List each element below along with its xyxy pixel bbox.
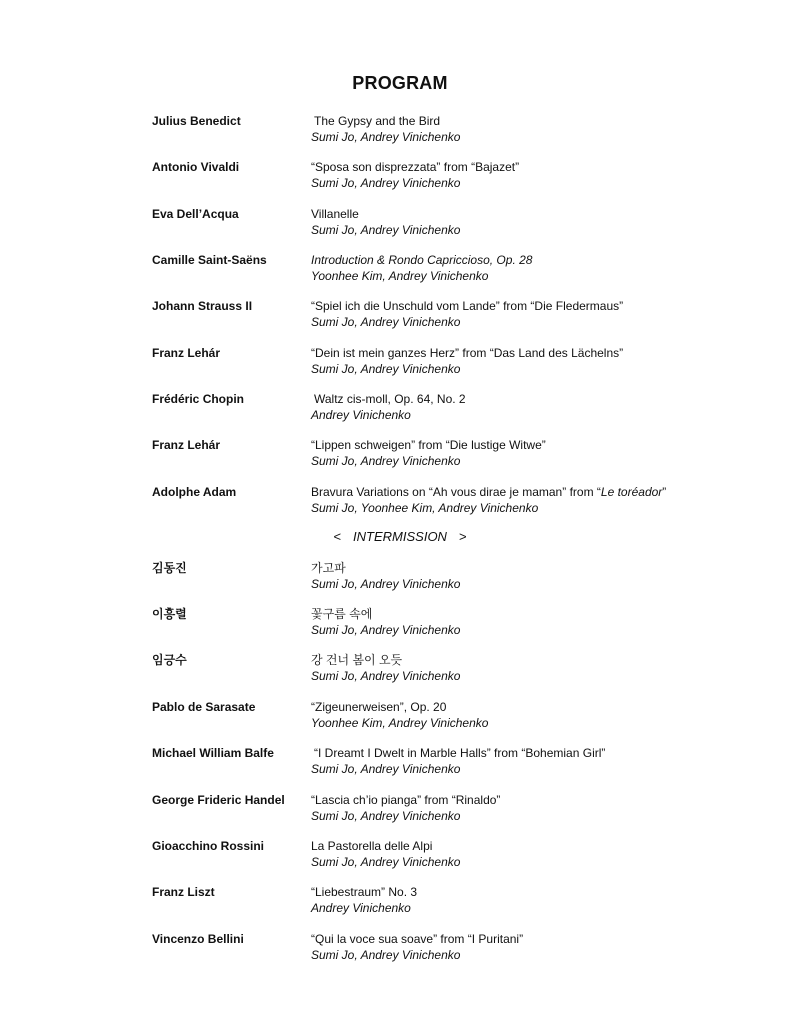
composer-name: 김동진 xyxy=(152,561,187,575)
piece-title: La Pastorella delle Alpi xyxy=(311,839,433,853)
program-entry xyxy=(0,252,800,288)
program-entry xyxy=(0,113,800,149)
program-entry xyxy=(0,345,800,381)
piece-block xyxy=(311,159,519,191)
performers: Sumi Jo, Andrey Vinichenko xyxy=(311,454,461,468)
intermission-right-bracket: > xyxy=(458,529,467,544)
performers: Sumi Jo, Yoonhee Kim, Andrey Vinichenko xyxy=(311,501,539,515)
piece-title-italic: Le toréador xyxy=(600,485,663,499)
program-entry xyxy=(0,884,800,920)
performers: Sumi Jo, Andrey Vinichenko xyxy=(311,176,461,190)
performers: Sumi Jo, Andrey Vinichenko xyxy=(311,623,461,637)
piece-title-text: Bravura Variations on “Ah vous dirae je maman” from “ xyxy=(311,485,601,499)
piece-title: Villanelle xyxy=(311,207,359,221)
piece-title: The Gypsy and the Bird xyxy=(314,114,441,128)
composer-name: Frédéric Chopin xyxy=(152,392,245,406)
piece-title: 꽃구름 속에 xyxy=(311,607,373,621)
piece-block xyxy=(311,838,460,870)
piece-block xyxy=(311,931,523,963)
program-entry xyxy=(0,931,800,967)
piece-title: Introduction & Rondo Capriccioso, Op. 28 xyxy=(311,253,533,267)
piece-block xyxy=(311,652,460,684)
piece-block xyxy=(311,745,605,777)
performers: Sumi Jo, Andrey Vinichenko xyxy=(311,315,461,329)
piece-block xyxy=(311,437,546,469)
composer-name: Franz Liszt xyxy=(152,885,215,899)
piece-title xyxy=(311,485,666,499)
piece-title: “I Dreamt I Dwelt in Marble Halls” from “Bohemian Girl” xyxy=(314,746,606,760)
intermission-left-bracket: < xyxy=(333,529,342,544)
piece-block xyxy=(311,206,460,238)
piece-block xyxy=(311,792,500,824)
performers: Andrey Vinichenko xyxy=(311,408,411,422)
performers: Sumi Jo, Andrey Vinichenko xyxy=(311,577,461,591)
program-entry xyxy=(0,391,800,427)
composer-name: Franz Lehár xyxy=(152,346,221,360)
program-entry xyxy=(0,606,800,642)
piece-title: “Sposa son disprezzata” from “Bajazet” xyxy=(311,160,520,174)
intermission-label: INTERMISSION xyxy=(353,529,447,544)
program-entry xyxy=(0,437,800,473)
composer-name: Vincenzo Bellini xyxy=(152,932,244,946)
piece-title: “Qui la voce sua soave” from “I Puritani” xyxy=(311,932,524,946)
piece-block xyxy=(311,699,488,731)
piece-title: “Spiel ich die Unschuld vom Lande” from “Die Fledermaus” xyxy=(311,299,624,313)
piece-title: “Dein ist mein ganzes Herz” from “Das Land des Lächelns” xyxy=(311,346,624,360)
program-entry xyxy=(0,652,800,688)
performers: Yoonhee Kim, Andrey Vinichenko xyxy=(311,716,489,730)
performers: Sumi Jo, Andrey Vinichenko xyxy=(311,669,461,683)
piece-block xyxy=(311,391,466,423)
page-title: PROGRAM xyxy=(352,73,448,93)
performers: Sumi Jo, Andrey Vinichenko xyxy=(311,223,461,237)
composer-name: Camille Saint-Saëns xyxy=(152,253,267,267)
composer-name: Pablo de Sarasate xyxy=(152,700,256,714)
piece-block xyxy=(311,113,460,145)
program-entry xyxy=(0,298,800,334)
piece-title: 가고파 xyxy=(311,561,346,575)
composer-name: Antonio Vivaldi xyxy=(152,160,240,174)
piece-block xyxy=(311,298,623,330)
performers: Yoonhee Kim, Andrey Vinichenko xyxy=(311,269,489,283)
performers: Sumi Jo, Andrey Vinichenko xyxy=(311,855,461,869)
composer-name: 이흥렬 xyxy=(152,607,187,621)
program-entry xyxy=(0,792,800,828)
performers: Andrey Vinichenko xyxy=(311,901,411,915)
program-entry xyxy=(0,745,800,781)
performers: Sumi Jo, Andrey Vinichenko xyxy=(311,362,461,376)
piece-title: “Zigeunerweisen”, Op. 20 xyxy=(311,700,447,714)
performers: Sumi Jo, Andrey Vinichenko xyxy=(311,130,461,144)
program-entry xyxy=(0,484,800,520)
composer-name: Gioacchino Rossini xyxy=(152,839,265,853)
program-entry xyxy=(0,699,800,735)
piece-title: 강 건너 봄이 오듯 xyxy=(311,653,403,667)
composer-name: Julius Benedict xyxy=(152,114,241,128)
piece-block xyxy=(311,252,532,284)
piece-block xyxy=(311,606,460,638)
piece-block xyxy=(311,484,666,516)
composer-name: Michael William Balfe xyxy=(152,746,274,760)
composer-name: Franz Lehár xyxy=(152,438,221,452)
composer-name: Eva Dell’Acqua xyxy=(152,207,239,221)
piece-title: “Liebestraum” No. 3 xyxy=(311,885,418,899)
piece-title: “Lascia ch’io pianga” from “Rinaldo” xyxy=(311,793,501,807)
performers: Sumi Jo, Andrey Vinichenko xyxy=(311,762,461,776)
piece-block xyxy=(311,560,460,592)
program-entry xyxy=(0,206,800,242)
program-entry xyxy=(0,560,800,596)
piece-title-end: ” xyxy=(662,485,667,499)
program-entry xyxy=(0,159,800,195)
performers: Sumi Jo, Andrey Vinichenko xyxy=(311,809,461,823)
piece-block xyxy=(311,884,417,916)
composer-name: 임긍수 xyxy=(152,653,187,667)
piece-block xyxy=(311,345,623,377)
program-entry xyxy=(0,838,800,874)
intermission-divider xyxy=(0,529,800,545)
piece-title: Waltz cis-moll, Op. 64, No. 2 xyxy=(314,392,466,406)
composer-name: Adolphe Adam xyxy=(152,485,237,499)
performers: Sumi Jo, Andrey Vinichenko xyxy=(311,948,461,962)
piece-title: “Lippen schweigen” from “Die lustige Witwe” xyxy=(311,438,546,452)
composer-name: Johann Strauss II xyxy=(152,299,253,313)
composer-name: George Frideric Handel xyxy=(152,793,285,807)
